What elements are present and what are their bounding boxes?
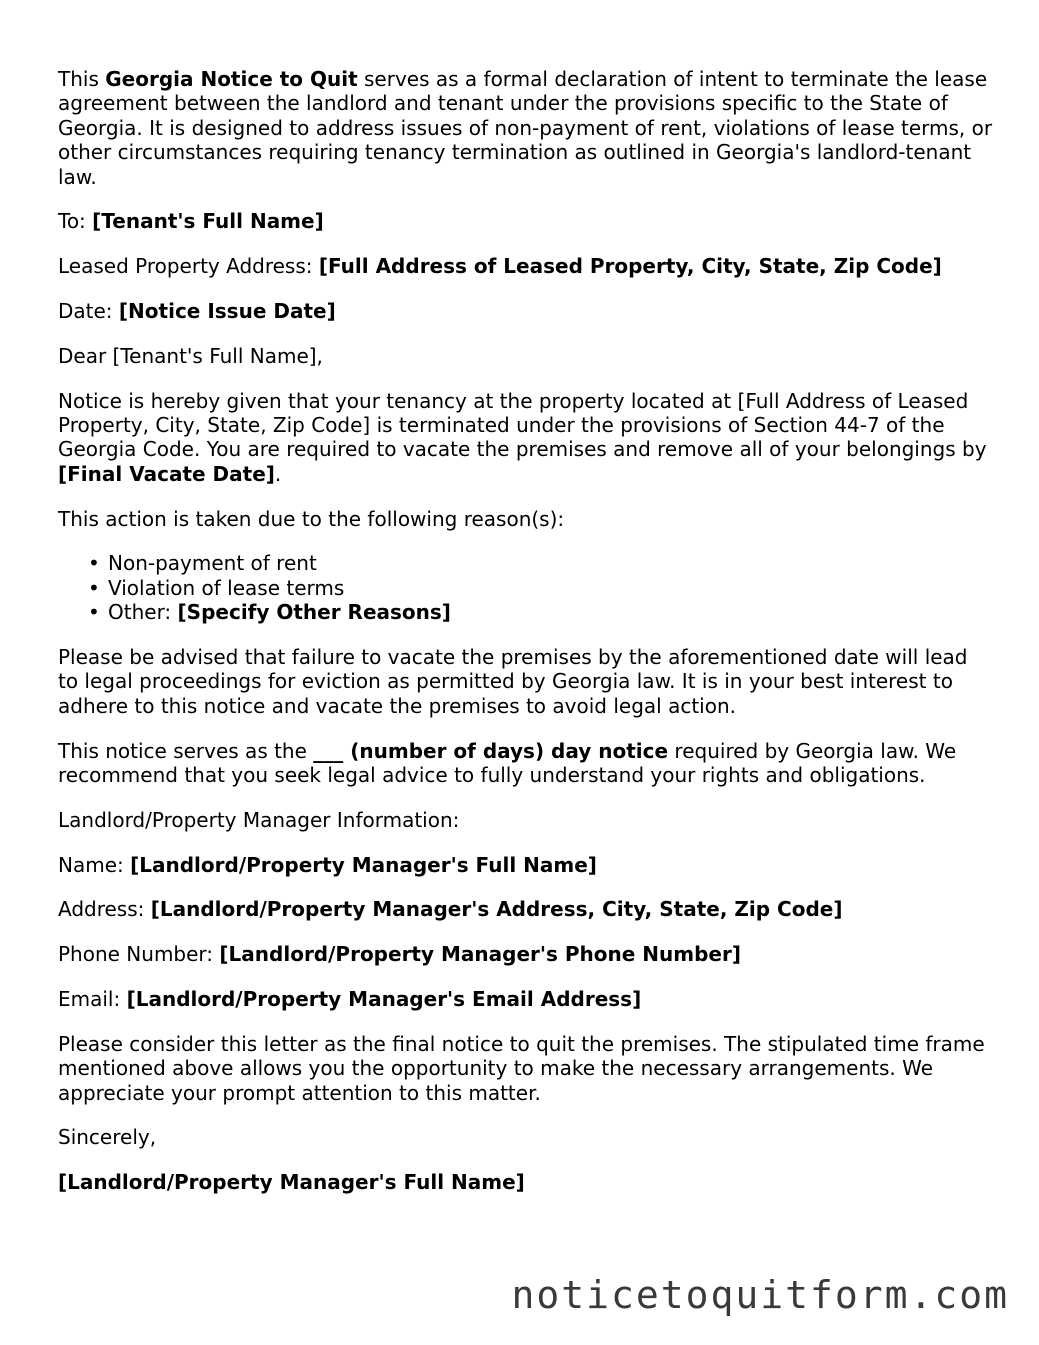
form-title: Georgia Notice to Quit [105,67,358,91]
landlord-email-line [58,987,993,1011]
reason-item [108,576,993,600]
intro-text-end: serves as a formal declaration of intent to terminate the lease agreement between the landlord and tenant under the provisions specific to the State of Georgia. It is designed to address issues of non-payment of rent, violations of lease terms, or other circumstances requiring tenancy termination as outlined in Georgia's landlord-tenant law. [58,67,993,189]
to-line [58,209,993,233]
date-label: Date: [58,299,119,324]
notice-paragraph [58,389,993,487]
reason-nonpayment: Non-payment of rent [108,551,317,576]
landlord-name-label: Name: [58,852,131,877]
property-address-placeholder: [Full Address of Leased Property, City, State, Zip Code] [318,254,942,279]
intro-text-start: This [58,67,106,91]
salutation: Dear [Tenant's Full Name], [58,343,323,368]
warning-paragraph: Please be advised that failure to vacate the premises by the aforementioned date will lead to legal proceedings for eviction as permitted by Georgia law. It is in your best interest to adhere to this notice and vacate the premises to avoid legal action. [58,645,968,718]
address-line [58,254,993,278]
landlord-phone-placeholder: [Landlord/Property Manager's Phone Number] [219,942,741,967]
reason-lease-violation: Violation of lease terms [108,575,345,600]
tenant-name-placeholder: [Tenant's Full Name] [92,209,324,234]
landlord-address-label: Address: [58,897,151,922]
date-line [58,299,993,323]
landlord-email-placeholder: [Landlord/Property Manager's Email Address] [126,987,642,1012]
signature-placeholder: [Landlord/Property Manager's Full Name] [58,1170,525,1195]
reasons-list [58,551,993,624]
address-label: Leased Property Address: [58,254,319,279]
other-reasons-placeholder: [Specify Other Reasons] [177,600,451,625]
landlord-heading: Landlord/Property Manager Information: [58,807,460,832]
landlord-phone-label: Phone Number: [58,942,220,967]
days-notice-text: This notice serves as the [58,738,314,763]
days-notice-placeholder: ___ (number of days) day notice [313,738,669,763]
notice-text: Notice is hereby given that your tenancy at the property located at [Full Address of Leased Property, City, State, Zip Code] is terminated under the provisions of Section 44-7 of the Georgia Code. You are required to vacate the premises and remove all of your belongings by [58,388,987,462]
reason-other-label: Other: [108,600,178,625]
reason-item [108,600,993,624]
landlord-name-placeholder: [Landlord/Property Manager's Full Name] [130,852,597,877]
reasons-intro: This action is taken due to the following reason(s): [58,506,565,531]
signature-line [58,1170,993,1194]
site-watermark: noticetoquitform.com [511,1273,1009,1317]
to-label: To: [58,209,93,234]
landlord-phone-line [58,942,993,966]
closing-paragraph: Please consider this letter as the final notice to quit the premises. The stipulated time frame mentioned above allows you the opportunity to make the necessary arrangements. We appreciate your prompt attention to this matter. [58,1031,985,1105]
days-notice-text-end: required by Georgia law. We recommend that you seek legal advice to fully understand your rights and obligations. [58,738,957,788]
landlord-address-line [58,897,993,921]
vacate-date-placeholder: [Final Vacate Date] [58,461,275,486]
notice-text-end: . [274,461,282,486]
valediction: Sincerely, [58,1125,157,1150]
landlord-name-line [58,853,993,877]
days-notice-paragraph [58,739,993,788]
landlord-address-placeholder: [Landlord/Property Manager's Address, City, State, Zip Code] [150,897,843,922]
notice-date-placeholder: [Notice Issue Date] [118,299,336,324]
landlord-email-label: Email: [58,987,127,1012]
intro-paragraph [58,67,993,189]
document-body [58,67,993,1215]
reason-item [108,551,993,575]
